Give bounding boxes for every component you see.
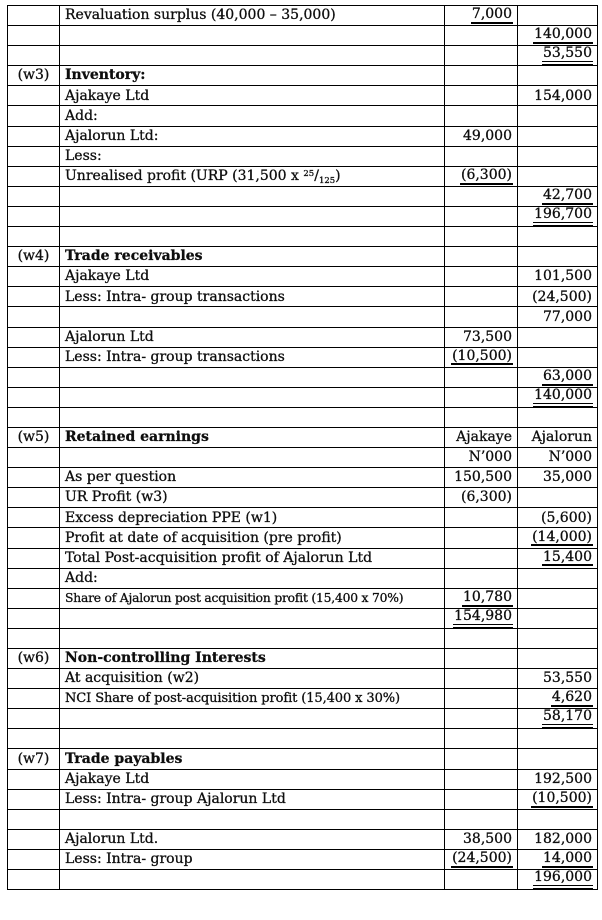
working-ref-cell [8,649,60,669]
working-ref-cell [8,789,60,809]
amount-col1-cell [445,387,518,407]
cell-text: 182,000 [534,831,592,848]
table-row [8,46,598,66]
table-row [8,267,598,287]
cell-text: Unrealised profit (URP (31,500 x $^{25}/_{125}$) [65,167,341,186]
description-cell [60,669,445,689]
amount-col1-cell [445,769,518,789]
cell-text: NCI Share of post-acquisition profit (15,400 x 30%) [65,691,401,707]
table-row [8,849,598,869]
description-cell [60,247,445,267]
working-ref-cell [8,729,60,749]
amount-col2-cell [518,649,598,669]
description-cell [60,407,445,427]
cell-text: Trade receivables [65,248,203,265]
amount-col1-cell [445,6,518,26]
cell-text: 140,000 [534,26,592,43]
amount-col2-cell [518,870,598,890]
description-cell [60,307,445,327]
amount-col2-cell [518,26,598,46]
cell-text: 140,000 [533,388,593,407]
table-row [8,427,598,447]
description-cell [60,769,445,789]
description-cell [60,749,445,769]
table-row [8,126,598,146]
cell-text: Total Post-acquisition profit of Ajalorun Ltd [65,549,373,566]
amount-col2-cell [518,287,598,307]
working-ref-cell [8,287,60,307]
table-row [8,709,598,729]
table-row [8,508,598,528]
table-row [8,870,598,890]
cell-text: Ajalorun Ltd: [65,127,159,144]
table-row [8,146,598,166]
cell-text: Ajakaye Ltd [65,268,150,285]
amount-col1-cell [445,649,518,669]
amount-col2-cell [518,608,598,628]
amount-col1-cell [445,628,518,648]
amount-col2-cell [518,849,598,869]
amount-col1-cell [445,327,518,347]
working-ref-cell [8,689,60,709]
description-cell [60,327,445,347]
working-ref-cell [8,669,60,689]
cell-text: N’000 [548,449,592,466]
cell-text: (24,500) [452,850,512,867]
table-row [8,186,598,206]
amount-col2-cell [518,206,598,226]
table-row [8,608,598,628]
amount-col1-cell [445,307,518,327]
description-cell [60,186,445,206]
working-ref-cell [8,166,60,186]
cell-text: 154,980 [453,609,513,628]
cell-text: As per question [65,469,177,486]
cell-text: Less: Intra- group Ajalorun Ltd [65,790,286,807]
fraction-denominator: 125 [318,175,336,186]
description-cell [60,709,445,729]
working-ref-cell [8,749,60,769]
description-cell [60,870,445,890]
working-ref-cell [8,608,60,628]
amount-col1-cell [445,809,518,829]
amount-col2-cell [518,749,598,769]
cell-text: 63,000 [543,367,592,384]
cell-text: Ajakaye Ltd [65,770,150,787]
amount-col1-cell [445,508,518,528]
amount-col1-cell [445,287,518,307]
cell-text: 53,550 [543,670,592,687]
working-ref-cell [8,829,60,849]
cell-text: Excess depreciation PPE (w1) [65,509,278,526]
amount-col2-cell [518,468,598,488]
cell-text: Inventory: [65,67,146,84]
table-row [8,387,598,407]
working-ref-cell [8,468,60,488]
cell-text: 58,170 [542,709,593,728]
description-cell [60,649,445,669]
table-row [8,26,598,46]
amount-col1-cell [445,427,518,447]
amount-col2-cell [518,729,598,749]
amount-col1-cell [445,669,518,689]
working-ref-cell [8,407,60,427]
amount-col1-cell [445,528,518,548]
amount-col1-cell [445,870,518,890]
amount-col2-cell [518,146,598,166]
table-row [8,367,598,387]
workings-table [7,5,598,890]
cell-text: Ajalorun [531,429,592,446]
cell-text: 53,550 [542,46,593,65]
description-cell [60,488,445,508]
working-ref-cell [8,146,60,166]
amount-col1-cell [445,46,518,66]
description-cell [60,508,445,528]
table-row [8,327,598,347]
amount-col2-cell [518,186,598,206]
amount-col1-cell [445,608,518,628]
amount-col1-cell [445,247,518,267]
fraction-numerator: 25 [303,168,315,179]
amount-col1-cell [445,548,518,568]
amount-col1-cell [445,267,518,287]
amount-col2-cell [518,568,598,588]
description-cell [60,146,445,166]
working-ref-cell [8,528,60,548]
working-ref-cell [8,568,60,588]
cell-text: 49,000 [463,127,512,144]
cell-text: Trade payables [65,750,183,767]
table-row [8,347,598,367]
amount-col2-cell [518,267,598,287]
cell-text: Less: Intra- group [65,851,193,868]
amount-col1-cell [445,206,518,226]
amount-col2-cell [518,769,598,789]
cell-text: Revaluation surplus (40,000 – 35,000) [65,7,336,24]
cell-text: Non-controlling Interests [65,650,266,667]
description-cell [60,6,445,26]
description-cell [60,548,445,568]
working-ref-cell [8,427,60,447]
cell-text: Retained earnings [65,429,209,446]
description-cell [60,347,445,367]
amount-col1-cell [445,709,518,729]
cell-text: N’000 [468,449,512,466]
description-cell [60,568,445,588]
amount-col1-cell [445,106,518,126]
working-ref-cell [8,367,60,387]
description-cell [60,628,445,648]
amount-col1-cell [445,468,518,488]
table-row [8,769,598,789]
cell-text: Ajalorun Ltd. [65,831,159,848]
amount-col2-cell [518,66,598,86]
description-cell [60,126,445,146]
working-ref-cell [8,347,60,367]
working-ref-cell [8,809,60,829]
cell-text: Ajakaye Ltd [65,87,150,104]
cell-text: 42,700 [543,187,592,204]
cell-text: (5,600) [540,509,592,526]
description-cell [60,829,445,849]
amount-col2-cell [518,448,598,468]
amount-col1-cell [445,146,518,166]
cell-text: 154,000 [534,87,592,104]
amount-col2-cell [518,227,598,247]
working-ref-cell [8,267,60,287]
working-ref-cell [8,227,60,247]
table-row [8,106,598,126]
cell-text: Ajalorun Ltd [65,328,154,345]
working-ref-cell [8,66,60,86]
description-cell [60,86,445,106]
table-row [8,407,598,427]
working-ref-cell [8,106,60,126]
table-row [8,789,598,809]
description-cell [60,468,445,488]
table-row [8,66,598,86]
amount-col1-cell [445,126,518,146]
description-cell [60,387,445,407]
table-row [8,628,598,648]
amount-col1-cell [445,729,518,749]
amount-col2-cell [518,588,598,608]
amount-col1-cell [445,749,518,769]
cell-text: 196,700 [533,207,593,226]
amount-col1-cell [445,789,518,809]
table-row [8,166,598,186]
amount-col1-cell [445,347,518,367]
working-ref-cell [8,548,60,568]
table-row [8,568,598,588]
table-row [8,307,598,327]
amount-col1-cell [445,367,518,387]
cell-text: 14,000 [543,850,592,867]
table-row [8,488,598,508]
cell-text: 7,000 [471,6,512,23]
working-ref-cell [8,488,60,508]
description-cell [60,26,445,46]
amount-col2-cell [518,86,598,106]
amount-col2-cell [518,126,598,146]
amount-col1-cell [445,66,518,86]
description-cell [60,227,445,247]
amount-col2-cell [518,789,598,809]
cell-text: (10,500) [532,789,592,806]
amount-col1-cell [445,166,518,186]
working-ref-cell [8,206,60,226]
working-ref-cell [8,628,60,648]
amount-col1-cell [445,448,518,468]
working-ref-cell [8,46,60,66]
description-cell [60,46,445,66]
description-cell [60,809,445,829]
amount-col2-cell [518,166,598,186]
amount-col1-cell [445,227,518,247]
cell-text: 77,000 [543,308,592,325]
table-row [8,588,598,608]
description-cell [60,106,445,126]
cell-text: 4,620 [551,689,592,706]
amount-col2-cell [518,387,598,407]
cell-text: 73,500 [463,328,512,345]
amount-col1-cell [445,588,518,608]
working-ref-cell [8,588,60,608]
table-row [8,749,598,769]
description-cell [60,427,445,447]
working-ref-cell [8,126,60,146]
amount-col2-cell [518,829,598,849]
amount-col2-cell [518,307,598,327]
amount-col2-cell [518,488,598,508]
amount-col2-cell [518,528,598,548]
table-row [8,468,598,488]
working-ref-cell [8,709,60,729]
cell-text: Ajakaye [456,429,512,446]
description-cell [60,287,445,307]
table-row [8,227,598,247]
cell-text: 101,500 [534,268,592,285]
cell-text: UR Profit (w3) [65,489,168,506]
amount-col2-cell [518,508,598,528]
table-row [8,729,598,749]
cell-text: (6,300) [460,166,512,183]
table-row [8,829,598,849]
description-cell [60,789,445,809]
description-cell [60,528,445,548]
amount-col2-cell [518,347,598,367]
amount-col2-cell [518,709,598,729]
working-ref-cell [8,247,60,267]
working-ref-cell [8,26,60,46]
amount-col1-cell [445,86,518,106]
amount-col2-cell [518,669,598,689]
amount-col1-cell [445,407,518,427]
amount-col2-cell [518,367,598,387]
description-cell [60,729,445,749]
cell-text: Less: [65,147,102,164]
working-ref-cell [8,6,60,26]
amount-col2-cell [518,106,598,126]
amount-col2-cell [518,427,598,447]
description-cell [60,588,445,608]
working-ref-cell [8,86,60,106]
amount-col1-cell [445,689,518,709]
description-cell [60,608,445,628]
amount-col2-cell [518,407,598,427]
description-cell [60,689,445,709]
amount-col1-cell [445,568,518,588]
cell-text: Less: Intra- group transactions [65,348,285,365]
cell-text: 15,400 [543,548,592,565]
description-cell [60,367,445,387]
cell-text: 196,000 [533,870,593,889]
cell-text: (w6) [17,650,50,667]
working-ref-cell [8,327,60,347]
amount-col1-cell [445,488,518,508]
cell-text: At acquisition (w2) [65,670,200,687]
amount-col1-cell [445,849,518,869]
amount-col2-cell [518,628,598,648]
cell-text: Less: Intra- group transactions [65,288,285,305]
amount-col2-cell [518,689,598,709]
cell-text: (w7) [17,750,50,767]
table-row [8,448,598,468]
cell-text: (w4) [17,248,50,265]
table-row [8,649,598,669]
cell-text: 192,500 [534,770,592,787]
amount-col2-cell [518,6,598,26]
working-ref-cell [8,870,60,890]
cell-text: (w3) [17,67,50,84]
cell-text: 10,780 [463,588,512,605]
table-row [8,206,598,226]
working-ref-cell [8,307,60,327]
table-row [8,669,598,689]
working-ref-cell [8,387,60,407]
cell-text: Share of Ajalorun post acquisition profit (15,400 x 70%) [65,590,404,605]
amount-col2-cell [518,247,598,267]
cell-text: Add: [65,107,98,124]
table-row [8,689,598,709]
amount-col2-cell [518,327,598,347]
table-row [8,528,598,548]
cell-text: 150,500 [454,469,512,486]
amount-col2-cell [518,548,598,568]
working-ref-cell [8,508,60,528]
table-row [8,809,598,829]
cell-text: (14,000) [532,528,592,545]
workings-table-body [8,6,598,890]
working-ref-cell [8,186,60,206]
cell-text: Profit at date of acquisition (pre profit) [65,529,342,546]
cell-text: (24,500) [532,288,592,305]
amount-col1-cell [445,829,518,849]
working-ref-cell [8,769,60,789]
table-row [8,287,598,307]
description-cell [60,448,445,468]
table-row [8,86,598,106]
cell-text: (6,300) [460,489,512,506]
description-cell [60,166,445,186]
cell-text: (w5) [17,429,50,446]
amount-col2-cell [518,46,598,66]
cell-text: Add: [65,569,98,586]
amount-col1-cell [445,26,518,46]
table-row [8,247,598,267]
cell-text: (10,500) [452,347,512,364]
description-cell [60,267,445,287]
description-cell [60,849,445,869]
amount-col1-cell [445,186,518,206]
table-row [8,6,598,26]
table-row [8,548,598,568]
description-cell [60,206,445,226]
description-cell [60,66,445,86]
amount-col2-cell [518,809,598,829]
cell-text: 38,500 [463,831,512,848]
working-ref-cell [8,849,60,869]
cell-text: 35,000 [543,469,592,486]
working-ref-cell [8,448,60,468]
